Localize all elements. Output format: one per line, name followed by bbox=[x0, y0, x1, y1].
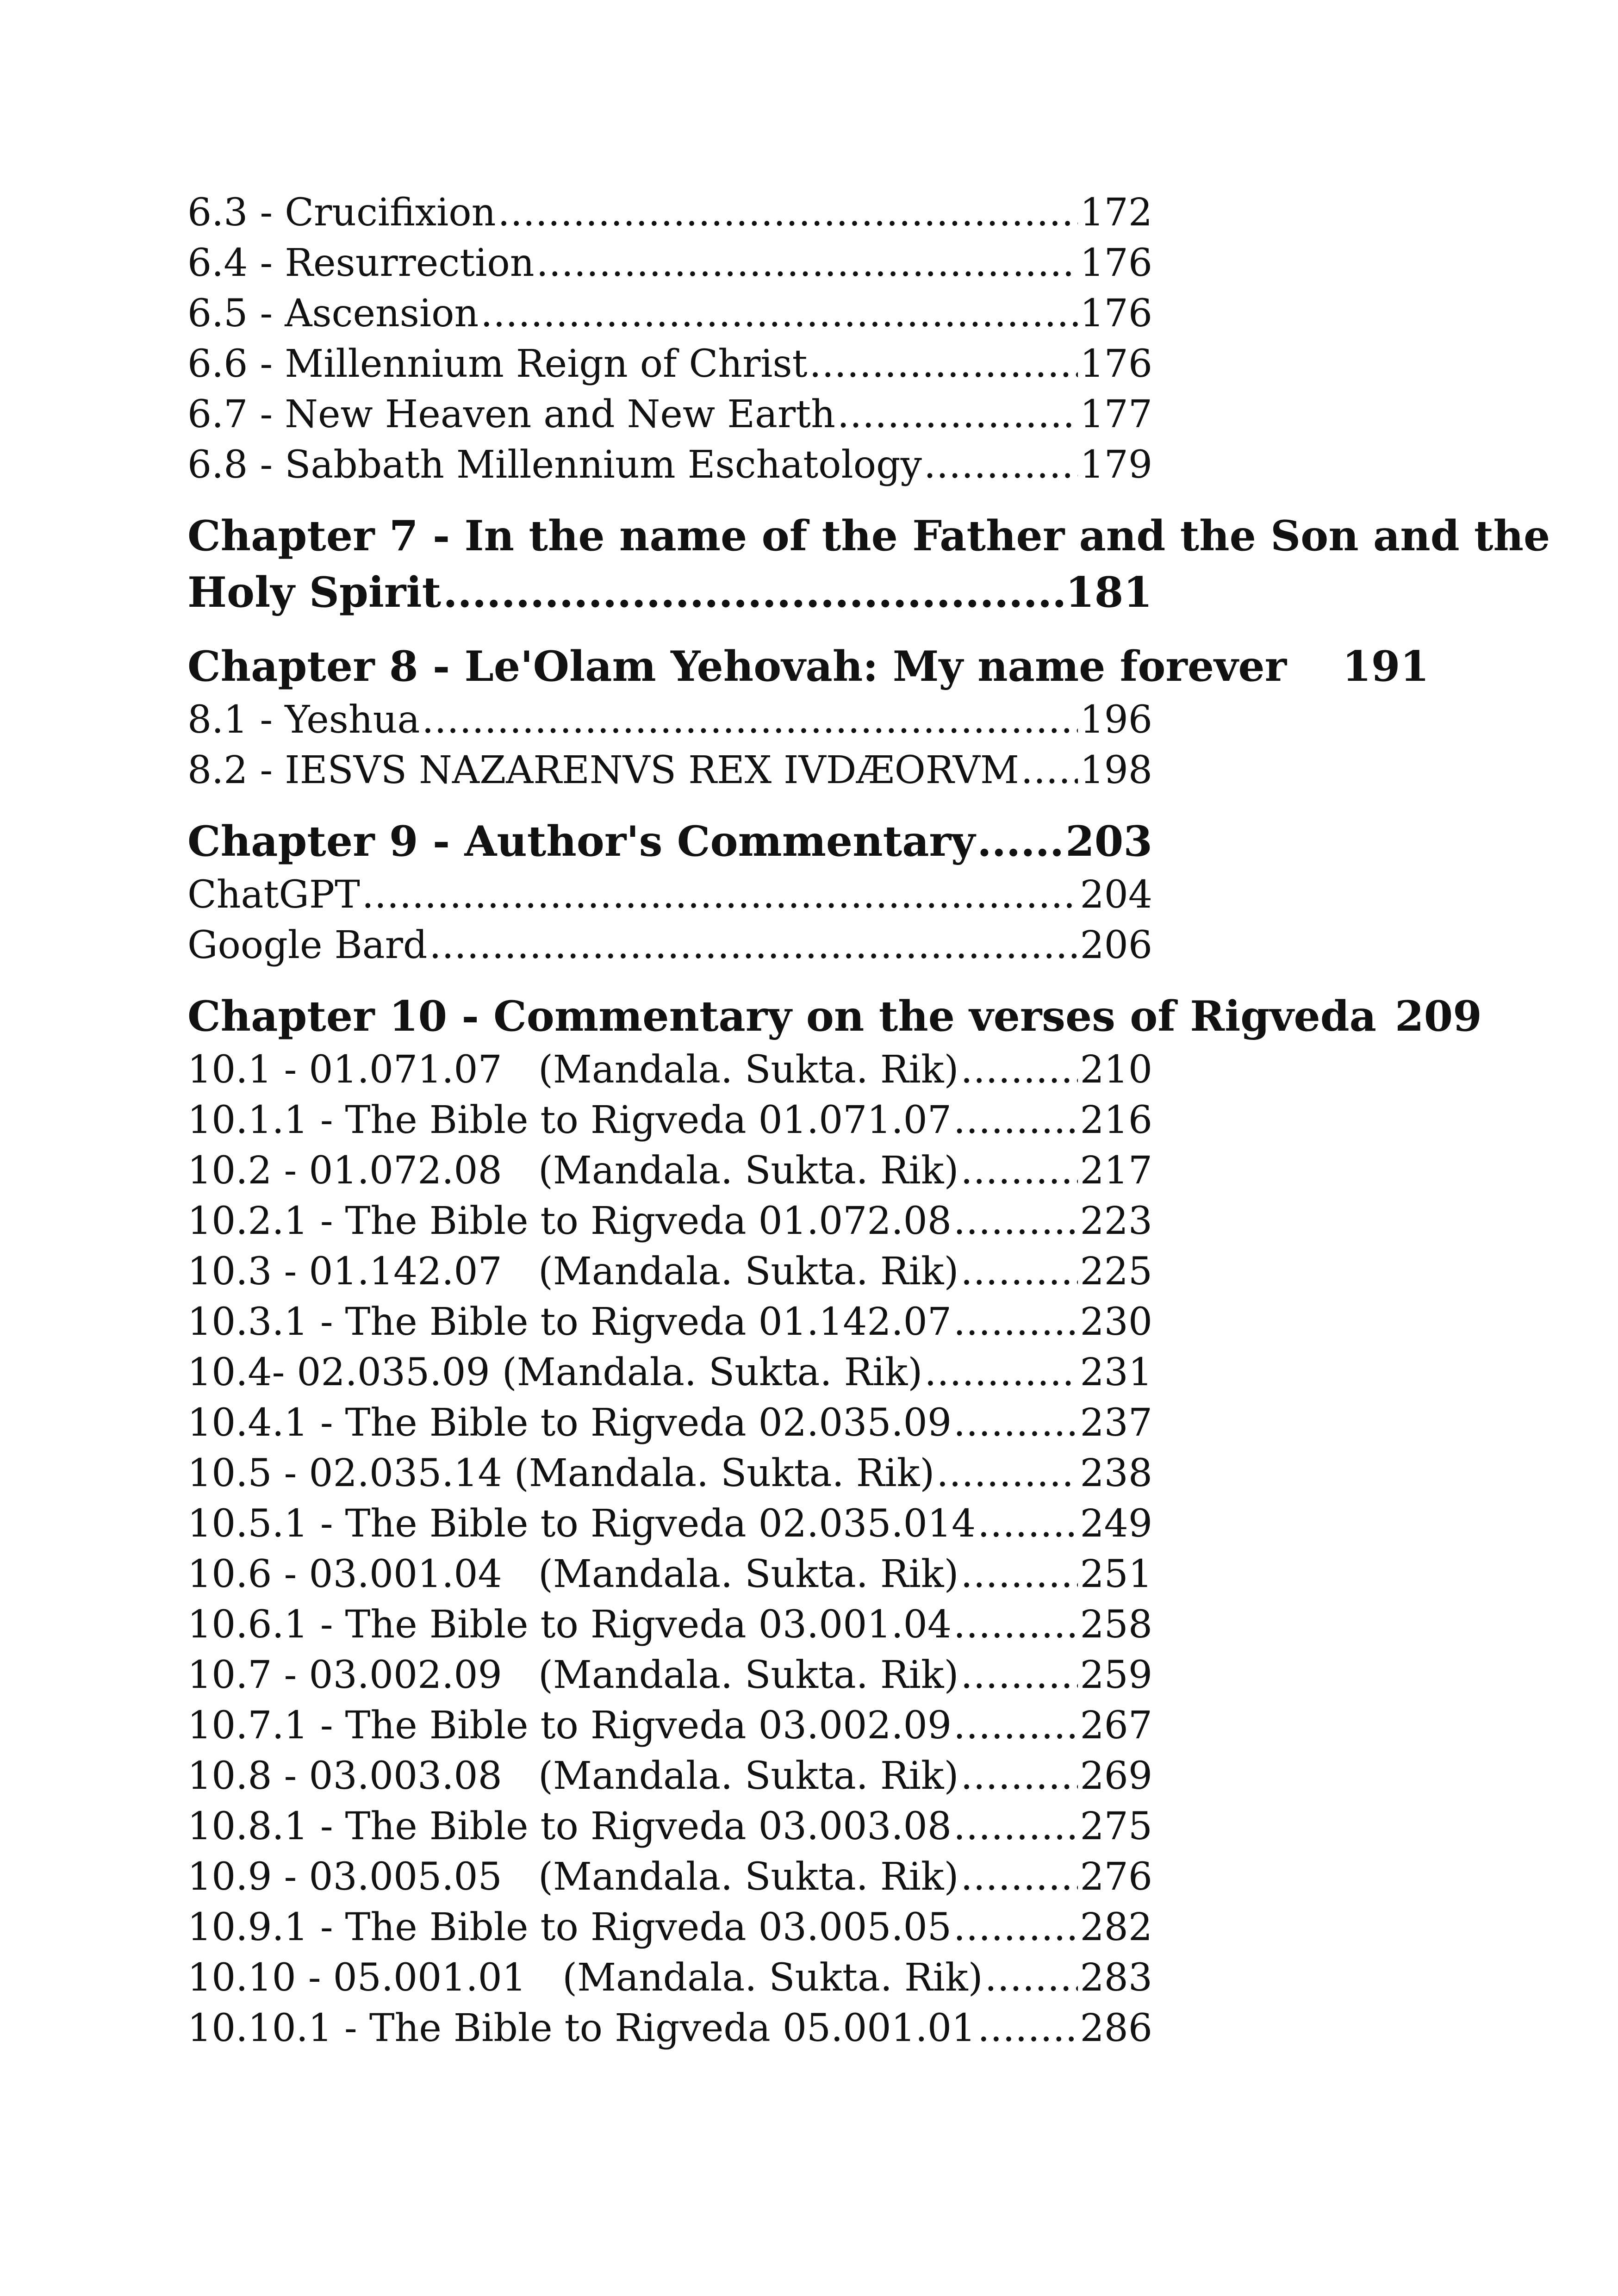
entry-title: 10.2 - 01.072.08 (Mandala. Sukta. Rik) bbox=[187, 1149, 959, 1193]
dot-leader bbox=[977, 2003, 1078, 2053]
entry-page-number: 172 bbox=[1080, 191, 1152, 235]
toc-entry[interactable] bbox=[187, 1801, 1152, 1852]
toc-entry[interactable] bbox=[187, 1953, 1152, 2003]
entry-title: 10.9.1 - The Bible to Rigveda 03.005.05 bbox=[187, 1905, 952, 1949]
toc-entry[interactable] bbox=[187, 1751, 1152, 1801]
dot-leader bbox=[961, 1045, 1078, 1095]
dot-leader bbox=[953, 1902, 1078, 1953]
entry-page-number: 204 bbox=[1080, 873, 1152, 917]
toc-entry[interactable] bbox=[187, 1095, 1152, 1145]
dot-leader bbox=[924, 1347, 1078, 1398]
chapter-10-heading[interactable] bbox=[187, 988, 1482, 1045]
chapter-8-page-number: 191 bbox=[1342, 642, 1429, 691]
entry-title: 10.9 - 03.005.05 (Mandala. Sukta. Rik) bbox=[187, 1855, 959, 1899]
entry-page-number: 286 bbox=[1080, 2006, 1152, 2050]
toc-entry[interactable] bbox=[187, 1599, 1152, 1650]
toc-entry[interactable] bbox=[187, 288, 1152, 339]
entry-page-number: 249 bbox=[1080, 1502, 1152, 1546]
entry-title: 10.1.1 - The Bible to Rigveda 01.071.07 bbox=[187, 1098, 952, 1142]
toc-group-8 bbox=[187, 695, 1451, 796]
toc-group-6 bbox=[187, 187, 1451, 490]
entry-page-number: 217 bbox=[1080, 1149, 1152, 1193]
chapter-9-heading[interactable] bbox=[187, 813, 1152, 870]
entry-page-number: 238 bbox=[1080, 1451, 1152, 1495]
chapter-7-heading-continued[interactable] bbox=[187, 564, 1152, 621]
toc-entry[interactable] bbox=[187, 389, 1152, 440]
entry-page-number: 176 bbox=[1080, 342, 1152, 386]
entry-title: 10.8.1 - The Bible to Rigveda 03.003.08 bbox=[187, 1804, 952, 1848]
entry-title: 6.5 - Ascension bbox=[187, 292, 479, 336]
chapter-10-page-number: 209 bbox=[1395, 992, 1482, 1041]
dot-leader bbox=[953, 1398, 1078, 1448]
toc-entry[interactable] bbox=[187, 1196, 1152, 1246]
entry-page-number: 179 bbox=[1080, 443, 1152, 487]
entry-page-number: 206 bbox=[1080, 923, 1152, 967]
dot-leader bbox=[961, 1549, 1078, 1599]
entry-title: 10.6 - 03.001.04 (Mandala. Sukta. Rik) bbox=[187, 1552, 959, 1596]
toc-entry[interactable] bbox=[187, 1650, 1152, 1700]
toc-group-9 bbox=[187, 870, 1451, 971]
entry-page-number: 258 bbox=[1080, 1603, 1152, 1647]
dot-leader bbox=[961, 1246, 1078, 1297]
dot-leader bbox=[961, 1650, 1078, 1700]
entry-title: 10.2.1 - The Bible to Rigveda 01.072.08 bbox=[187, 1199, 952, 1243]
dot-leader bbox=[536, 238, 1078, 288]
toc-entry[interactable] bbox=[187, 1246, 1152, 1297]
dot-leader bbox=[977, 1499, 1078, 1549]
toc-entry[interactable] bbox=[187, 920, 1152, 971]
entry-title: 10.5 - 02.035.14 (Mandala. Sukta. Rik) bbox=[187, 1451, 935, 1495]
dot-leader bbox=[429, 920, 1078, 971]
entry-page-number: 210 bbox=[1080, 1048, 1152, 1092]
entry-page-number: 282 bbox=[1080, 1905, 1152, 1949]
toc-entry[interactable] bbox=[187, 1297, 1152, 1347]
entry-page-number: 198 bbox=[1080, 748, 1152, 792]
entry-page-number: 223 bbox=[1080, 1199, 1152, 1243]
entry-title: 8.1 - Yeshua bbox=[187, 698, 420, 742]
entry-title: Google Bard bbox=[187, 923, 428, 967]
toc-entry[interactable] bbox=[187, 870, 1152, 920]
entry-page-number: 216 bbox=[1080, 1098, 1152, 1142]
dot-leader bbox=[809, 339, 1078, 389]
dot-leader bbox=[936, 1448, 1078, 1499]
chapter-10-title: Chapter 10 - Commentary on the verses of Rigveda bbox=[187, 992, 1376, 1041]
toc-entry[interactable] bbox=[187, 745, 1152, 796]
dot-leader bbox=[953, 1700, 1078, 1751]
chapter-7-title-line1: Chapter 7 - In the name of the Father and the Son and the bbox=[187, 511, 1550, 560]
entry-title: 6.6 - Millennium Reign of Christ bbox=[187, 342, 808, 386]
entry-title: 10.3.1 - The Bible to Rigveda 01.142.07 bbox=[187, 1300, 952, 1344]
entry-title: 10.5.1 - The Bible to Rigveda 02.035.014 bbox=[187, 1502, 976, 1546]
chapter-7-title-line2: Holy Spirit bbox=[187, 568, 442, 617]
entry-title: ChatGPT bbox=[187, 873, 360, 917]
entry-page-number: 237 bbox=[1080, 1401, 1152, 1445]
dot-leader bbox=[953, 1599, 1078, 1650]
entry-page-number: 269 bbox=[1080, 1754, 1152, 1798]
dot-leader bbox=[977, 813, 1064, 870]
entry-page-number: 225 bbox=[1080, 1250, 1152, 1294]
dot-leader bbox=[985, 1953, 1078, 2003]
dot-leader bbox=[961, 1751, 1078, 1801]
toc-entry[interactable] bbox=[187, 1145, 1152, 1196]
entry-page-number: 196 bbox=[1080, 698, 1152, 742]
toc-group-10 bbox=[187, 1045, 1451, 2053]
entry-title: 6.4 - Resurrection bbox=[187, 241, 535, 285]
entry-page-number: 276 bbox=[1080, 1855, 1152, 1899]
entry-title: 10.7 - 03.002.09 (Mandala. Sukta. Rik) bbox=[187, 1653, 959, 1697]
entry-title: 10.4.1 - The Bible to Rigveda 02.035.09 bbox=[187, 1401, 952, 1445]
entry-title: 10.7.1 - The Bible to Rigveda 03.002.09 bbox=[187, 1704, 952, 1748]
entry-title: 6.8 - Sabbath Millennium Eschatology bbox=[187, 443, 922, 487]
chapter-8-title: Chapter 8 - Le'Olam Yehovah: My name forever bbox=[187, 642, 1287, 691]
dot-leader bbox=[498, 187, 1078, 238]
toc-entry[interactable] bbox=[187, 2003, 1152, 2053]
entry-title: 6.3 - Crucifixion bbox=[187, 191, 496, 235]
chapter-9-title: Chapter 9 - Author's Commentary bbox=[187, 817, 976, 866]
entry-page-number: 176 bbox=[1080, 292, 1152, 336]
entry-page-number: 231 bbox=[1080, 1350, 1152, 1394]
dot-leader bbox=[961, 1145, 1078, 1196]
entry-page-number: 230 bbox=[1080, 1300, 1152, 1344]
entry-title: 8.2 - IESVS NAZARENVS REX IVDÆORVM bbox=[187, 748, 1019, 792]
toc-entry[interactable] bbox=[187, 339, 1152, 389]
entry-title: 10.1 - 01.071.07 (Mandala. Sukta. Rik) bbox=[187, 1048, 959, 1092]
toc-entry[interactable] bbox=[187, 187, 1152, 238]
table-of-contents bbox=[187, 187, 1550, 2053]
dot-leader bbox=[480, 288, 1078, 339]
entry-title: 10.4- 02.035.09 (Mandala. Sukta. Rik) bbox=[187, 1350, 923, 1394]
dot-leader bbox=[837, 389, 1078, 440]
entry-page-number: 283 bbox=[1080, 1956, 1152, 2000]
dot-leader bbox=[924, 440, 1078, 490]
entry-page-number: 177 bbox=[1080, 392, 1152, 436]
dot-leader bbox=[961, 1852, 1078, 1902]
toc-entry[interactable] bbox=[187, 1902, 1152, 1953]
entry-title: 6.7 - New Heaven and New Earth bbox=[187, 392, 835, 436]
dot-leader bbox=[953, 1801, 1078, 1852]
chapter-9-page-number: 203 bbox=[1065, 817, 1152, 866]
toc-entry[interactable] bbox=[187, 238, 1152, 288]
entry-title: 10.6.1 - The Bible to Rigveda 03.001.04 bbox=[187, 1603, 952, 1647]
entry-title: 10.10 - 05.001.01 (Mandala. Sukta. Rik) bbox=[187, 1956, 983, 2000]
toc-entry[interactable] bbox=[187, 1499, 1152, 1549]
chapter-8-heading[interactable] bbox=[187, 638, 1451, 695]
toc-entry[interactable] bbox=[187, 1852, 1152, 1902]
toc-entry[interactable] bbox=[187, 1398, 1152, 1448]
chapter-7-page-number: 181 bbox=[1065, 568, 1152, 617]
entry-title: 10.3 - 01.142.07 (Mandala. Sukta. Rik) bbox=[187, 1250, 959, 1294]
entry-title: 10.8 - 03.003.08 (Mandala. Sukta. Rik) bbox=[187, 1754, 959, 1798]
toc-entry[interactable] bbox=[187, 440, 1152, 490]
toc-entry[interactable] bbox=[187, 1700, 1152, 1751]
toc-entry[interactable] bbox=[187, 695, 1152, 745]
toc-entry[interactable] bbox=[187, 1045, 1152, 1095]
entry-page-number: 275 bbox=[1080, 1804, 1152, 1848]
dot-leader bbox=[953, 1095, 1078, 1145]
entry-page-number: 267 bbox=[1080, 1704, 1152, 1748]
entry-page-number: 259 bbox=[1080, 1653, 1152, 1697]
dot-leader bbox=[953, 1196, 1078, 1246]
toc-entry[interactable] bbox=[187, 1549, 1152, 1599]
dot-leader bbox=[1021, 745, 1078, 796]
dot-leader bbox=[422, 695, 1078, 745]
dot-leader bbox=[362, 870, 1078, 920]
toc-entry[interactable] bbox=[187, 1347, 1152, 1398]
chapter-7-heading[interactable] bbox=[187, 508, 1550, 564]
dot-leader bbox=[443, 564, 1064, 621]
toc-entry[interactable] bbox=[187, 1448, 1152, 1499]
dot-leader bbox=[953, 1297, 1078, 1347]
entry-page-number: 251 bbox=[1080, 1552, 1152, 1596]
entry-page-number: 176 bbox=[1080, 241, 1152, 285]
entry-title: 10.10.1 - The Bible to Rigveda 05.001.01 bbox=[187, 2006, 976, 2050]
